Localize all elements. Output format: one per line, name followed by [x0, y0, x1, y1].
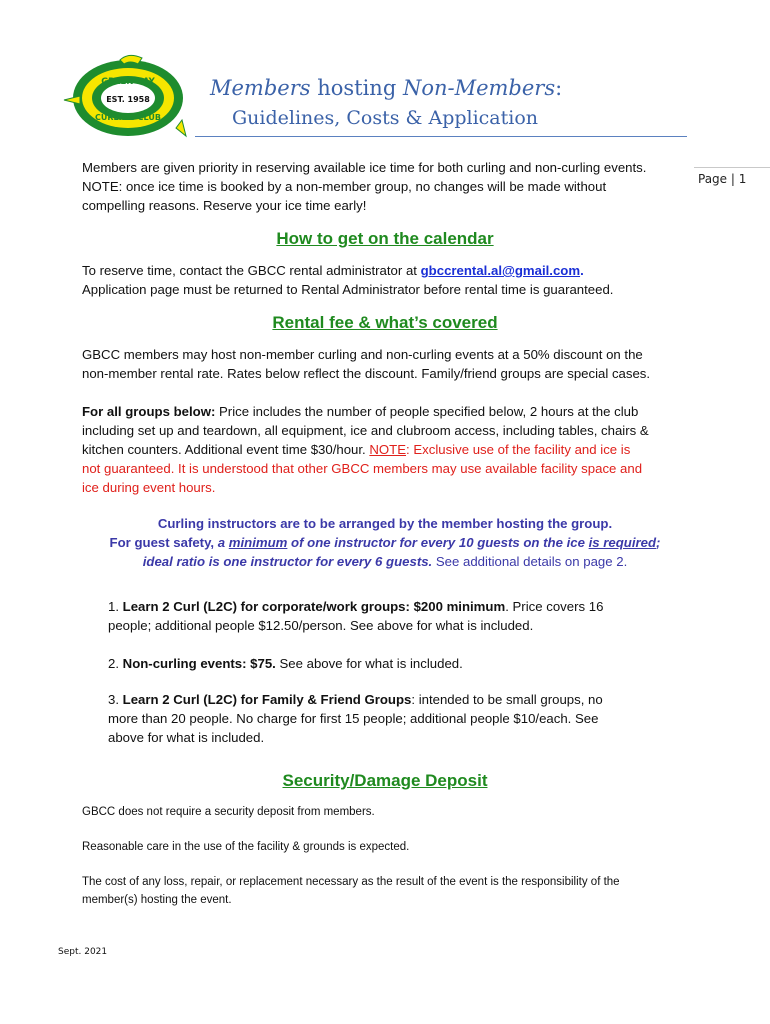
page-number: Page | 1	[698, 172, 747, 186]
header-divider	[195, 136, 687, 137]
instructors-line-3-b: See additional details on page 2.	[432, 554, 628, 569]
item-3-line-1	[108, 690, 668, 709]
deposit-line-1: GBCC does not require a security deposit from members.	[82, 806, 375, 818]
item-2-bold: Non-curling events: $75.	[122, 656, 276, 671]
title-part-colon: :	[555, 76, 563, 100]
calendar-paragraph	[82, 261, 682, 299]
page-subtitle: Guidelines, Costs & Application	[232, 107, 539, 129]
instructors-line-1	[82, 514, 688, 533]
calendar-line-1-text: To reserve time, contact the GBCC rental administrator at	[82, 263, 421, 278]
item-1-line-2: people; additional people $12.50/person. See above for what is included.	[108, 618, 534, 633]
instructors-line-2	[82, 533, 688, 552]
instructors-line-2-f: ;	[656, 535, 661, 550]
logo-text-mid: EST. 1958	[106, 95, 150, 104]
item-2-number: 2.	[108, 656, 119, 671]
instructors-line-2-d: of one instructor for every 10 guests on the ice	[287, 535, 589, 550]
title-part-non-members: Non-Members	[402, 76, 556, 100]
logo-text-bottom: CURLING CLUB	[95, 113, 161, 122]
title-part-hosting: hosting	[310, 76, 403, 100]
intro-line-1: Members are given priority in reserving available ice time for both curling and non-curling events.	[82, 160, 647, 175]
rental-line-1: GBCC members may host non-member curling and non-curling events at a 50% discount on the	[82, 347, 643, 362]
all-groups-line-1	[82, 402, 702, 421]
deposit-line-2: Reasonable care in the use of the facility & grounds is expected.	[82, 841, 410, 853]
instructors-line-2-a: For guest safety,	[109, 535, 218, 550]
item-3-number: 3.	[108, 692, 119, 707]
item-1-number: 1.	[108, 599, 119, 614]
instructors-is-required: is required	[588, 535, 657, 550]
calendar-line-1-period: .	[580, 263, 584, 278]
instructors-minimum: minimum	[228, 535, 288, 550]
calendar-line-1	[82, 261, 682, 280]
deposit-line-3a: The cost of any loss, repair, or replacement necessary as the result of the event is the responsibility of the	[82, 876, 620, 888]
deposit-line-3b: member(s) hosting the event.	[82, 894, 232, 906]
item-3-line-2: more than 20 people. No charge for first 15 people; additional people $10/each. See	[108, 711, 599, 726]
instructors-line-1-text: Curling instructors are to be arranged by the member hosting the group.	[157, 516, 613, 531]
instructors-line-2-b: a	[217, 535, 229, 550]
note-text-3: ice during event hours.	[82, 480, 216, 495]
item-1-line-1	[108, 597, 668, 616]
rental-heading: Rental fee & what’s covered	[272, 313, 498, 332]
item-3-text-1: : intended to be small groups, no	[411, 692, 603, 707]
instructors-line-3	[82, 552, 688, 571]
note-text-2: not guaranteed. It is understood that other GBCC members may use available facility space and	[82, 461, 643, 476]
page-title	[210, 76, 690, 100]
footer-date: Sept. 2021	[58, 947, 108, 957]
item-2-text-1: See above for what is included.	[275, 656, 463, 671]
item-1-bold: Learn 2 Curl (L2C) for corporate/work groups: $200 minimum	[122, 599, 506, 614]
instructors-line-3-a: ideal ratio is one instructor for every 6 guests.	[142, 554, 433, 569]
rental-paragraph	[82, 345, 702, 383]
item-2-line-1	[108, 654, 668, 673]
all-groups-text-1: Price includes the number of people specified below, 2 hours at the club	[215, 404, 639, 419]
logo-text-top: GREEN BAY	[101, 77, 155, 87]
item-3-line-3: above for what is included.	[108, 730, 265, 745]
all-groups-label: For all groups below:	[82, 404, 216, 419]
note-text-1: : Exclusive use of the facility and ice is	[406, 442, 631, 457]
intro-paragraph	[82, 158, 682, 215]
deposit-line-3	[82, 873, 692, 909]
page-number-divider	[694, 167, 770, 168]
note-label: NOTE	[369, 442, 407, 457]
list-item	[108, 690, 668, 747]
all-groups-line-2: including set up and teardown, all equipment, ice and clubroom access, including tables, chairs &	[82, 423, 649, 438]
list-item	[108, 597, 668, 635]
instructors-block	[82, 514, 688, 571]
intro-line-2: NOTE: once ice time is booked by a non-member group, no changes will be made without	[82, 179, 607, 194]
rental-line-2: non-member rental rate. Rates below reflect the discount. Family/friend groups are special cases.	[82, 366, 651, 381]
intro-line-3: compelling reasons. Reserve your ice time early!	[82, 198, 367, 213]
deposit-heading: Security/Damage Deposit	[282, 771, 488, 790]
title-part-members: Members	[210, 76, 311, 100]
all-groups-line-3	[82, 440, 702, 459]
calendar-heading: How to get on the calendar	[276, 229, 494, 248]
curling-club-logo	[58, 50, 198, 150]
all-groups-paragraph	[82, 402, 702, 497]
list-item	[108, 654, 668, 673]
item-1-text-1: . Price covers 16	[505, 599, 604, 614]
all-groups-text-3: kitchen counters. Additional event time $30/hour.	[82, 442, 370, 457]
item-3-bold: Learn 2 Curl (L2C) for Family & Friend Groups	[122, 692, 412, 707]
rental-email-link[interactable]: gbccrental.al@gmail.com	[420, 263, 581, 278]
calendar-line-2: Application page must be returned to Rental Administrator before rental time is guaranteed.	[82, 282, 614, 297]
